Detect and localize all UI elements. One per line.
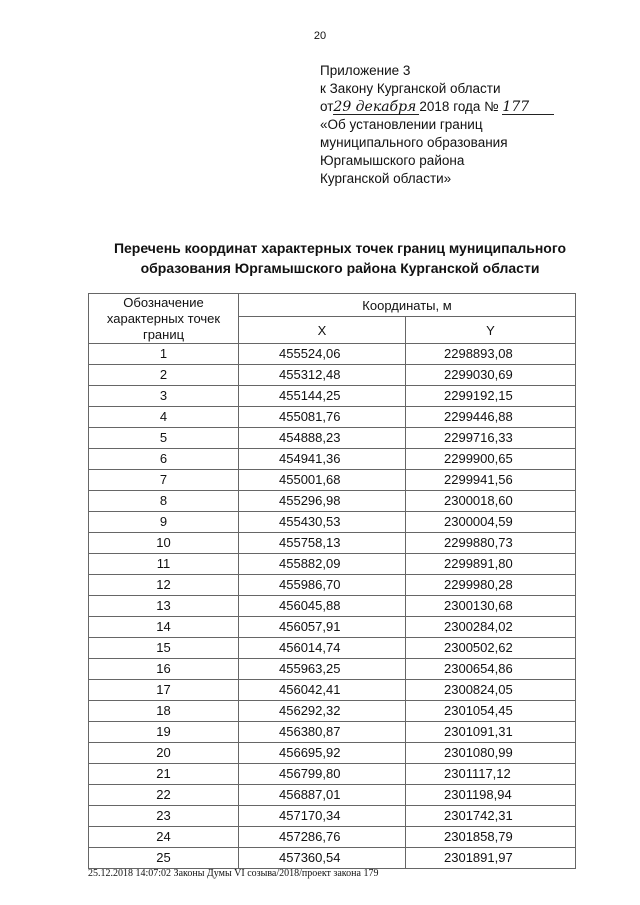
table-row (89, 743, 576, 764)
x-coordinate-cell: 457360,54 (239, 848, 406, 869)
x-coordinate-cell: 456887,01 (239, 785, 406, 806)
date-suffix: 2018 года № (419, 99, 499, 114)
point-number-cell: 13 (89, 596, 239, 617)
y-coordinate-cell: 2299716,33 (406, 428, 576, 449)
y-coordinate-cell: 2300502,62 (406, 638, 576, 659)
x-coordinate-cell: 455081,76 (239, 407, 406, 428)
point-number-cell: 22 (89, 785, 239, 806)
x-coordinate-cell: 455001,68 (239, 470, 406, 491)
y-coordinate-cell: 2299900,65 (406, 449, 576, 470)
y-coordinate-cell: 2299980,28 (406, 575, 576, 596)
y-coordinate-cell: 2300004,59 (406, 512, 576, 533)
point-number-cell: 25 (89, 848, 239, 869)
point-number-cell: 9 (89, 512, 239, 533)
coordinates-table (88, 293, 576, 869)
y-coordinate-cell: 2301891,97 (406, 848, 576, 869)
table-row (89, 512, 576, 533)
y-coordinate-cell: 2300824,05 (406, 680, 576, 701)
x-coordinate-cell: 456695,92 (239, 743, 406, 764)
table-row (89, 554, 576, 575)
table-row (89, 365, 576, 386)
footer-file-info: 25.12.2018 14:07:02 Законы Думы VI созыва/2018/проект закона 179 (88, 868, 379, 879)
header-coordinates: Координаты, м (239, 294, 576, 317)
point-number-cell: 4 (89, 407, 239, 428)
y-coordinate-cell: 2299192,15 (406, 386, 576, 407)
x-coordinate-cell: 456042,41 (239, 680, 406, 701)
point-number-cell: 17 (89, 680, 239, 701)
x-coordinate-cell: 454941,36 (239, 449, 406, 470)
y-coordinate-cell: 2301080,99 (406, 743, 576, 764)
x-coordinate-cell: 455758,13 (239, 533, 406, 554)
point-number-cell: 5 (89, 428, 239, 449)
table-row (89, 407, 576, 428)
point-number-cell: 3 (89, 386, 239, 407)
x-coordinate-cell: 457170,34 (239, 806, 406, 827)
x-coordinate-cell: 455986,70 (239, 575, 406, 596)
table-row (89, 785, 576, 806)
table-row (89, 827, 576, 848)
x-coordinate-cell: 456057,91 (239, 617, 406, 638)
y-coordinate-cell: 2301742,31 (406, 806, 576, 827)
handwritten-law-number: 177 (502, 100, 554, 115)
x-coordinate-cell: 455312,48 (239, 365, 406, 386)
x-coordinate-cell: 455963,25 (239, 659, 406, 680)
table-row (89, 701, 576, 722)
x-coordinate-cell: 455144,25 (239, 386, 406, 407)
x-coordinate-cell: 454888,23 (239, 428, 406, 449)
x-coordinate-cell: 456045,88 (239, 596, 406, 617)
x-coordinate-cell: 456380,87 (239, 722, 406, 743)
table-row (89, 617, 576, 638)
appendix-line-2: к Закону Курганской области (320, 81, 501, 96)
point-number-cell: 8 (89, 491, 239, 512)
point-number-cell: 2 (89, 365, 239, 386)
y-coordinate-cell: 2299446,88 (406, 407, 576, 428)
x-coordinate-cell: 456014,74 (239, 638, 406, 659)
y-coordinate-cell: 2299030,69 (406, 365, 576, 386)
header-point-designation: Обозначение характерных точек границ (89, 294, 239, 344)
point-number-cell: 11 (89, 554, 239, 575)
table-row (89, 386, 576, 407)
y-coordinate-cell: 2298893,08 (406, 344, 576, 365)
point-number-cell: 24 (89, 827, 239, 848)
document-title (60, 238, 620, 278)
table-row (89, 344, 576, 365)
table-row (89, 596, 576, 617)
point-number-cell: 10 (89, 533, 239, 554)
table-row (89, 470, 576, 491)
header-y: Y (406, 317, 576, 344)
table-row (89, 722, 576, 743)
point-number-cell: 18 (89, 701, 239, 722)
title-line-2: образования Юргамышского района Курганской области (140, 260, 540, 276)
point-number-cell: 15 (89, 638, 239, 659)
point-number-cell: 1 (89, 344, 239, 365)
x-coordinate-cell: 457286,76 (239, 827, 406, 848)
y-coordinate-cell: 2300130,68 (406, 596, 576, 617)
page-number: 20 (313, 30, 327, 42)
appendix-line-4: «Об установлении границ (320, 117, 483, 132)
y-coordinate-cell: 2301117,12 (406, 764, 576, 785)
title-line-1: Перечень координат характерных точек границ муниципального (113, 240, 567, 256)
point-number-cell: 21 (89, 764, 239, 785)
x-coordinate-cell: 456799,80 (239, 764, 406, 785)
point-number-cell: 14 (89, 617, 239, 638)
x-coordinate-cell: 455524,06 (239, 344, 406, 365)
y-coordinate-cell: 2301198,94 (406, 785, 576, 806)
x-coordinate-cell: 455882,09 (239, 554, 406, 575)
y-coordinate-cell: 2301091,31 (406, 722, 576, 743)
table-row (89, 806, 576, 827)
point-number-cell: 20 (89, 743, 239, 764)
table-row (89, 659, 576, 680)
table-row (89, 491, 576, 512)
date-prefix: от (320, 99, 334, 114)
appendix-header (320, 62, 554, 188)
point-number-cell: 19 (89, 722, 239, 743)
x-coordinate-cell: 456292,32 (239, 701, 406, 722)
point-number-cell: 23 (89, 806, 239, 827)
table-row (89, 575, 576, 596)
table-row (89, 638, 576, 659)
table-row (89, 533, 576, 554)
coordinates-table-body (89, 344, 576, 869)
point-number-cell: 12 (89, 575, 239, 596)
y-coordinate-cell: 2301054,45 (406, 701, 576, 722)
y-coordinate-cell: 2299941,56 (406, 470, 576, 491)
y-coordinate-cell: 2299880,73 (406, 533, 576, 554)
point-number-cell: 6 (89, 449, 239, 470)
y-coordinate-cell: 2300284,02 (406, 617, 576, 638)
table-row (89, 764, 576, 785)
appendix-date-line (320, 98, 554, 116)
y-coordinate-cell: 2299891,80 (406, 554, 576, 575)
x-coordinate-cell: 455296,98 (239, 491, 406, 512)
y-coordinate-cell: 2300018,60 (406, 491, 576, 512)
appendix-line-6: Юргамышского района (320, 153, 465, 168)
point-number-cell: 7 (89, 470, 239, 491)
x-coordinate-cell: 455430,53 (239, 512, 406, 533)
table-row (89, 680, 576, 701)
table-row (89, 449, 576, 470)
appendix-line-1: Приложение 3 (320, 63, 411, 78)
appendix-line-7: Курганской области» (320, 171, 452, 186)
y-coordinate-cell: 2301858,79 (406, 827, 576, 848)
table-row (89, 848, 576, 869)
handwritten-date: 29 декабря (333, 100, 419, 115)
header-x: X (239, 317, 406, 344)
appendix-line-5: муниципального образования (320, 135, 508, 150)
table-row (89, 428, 576, 449)
point-number-cell: 16 (89, 659, 239, 680)
y-coordinate-cell: 2300654,86 (406, 659, 576, 680)
